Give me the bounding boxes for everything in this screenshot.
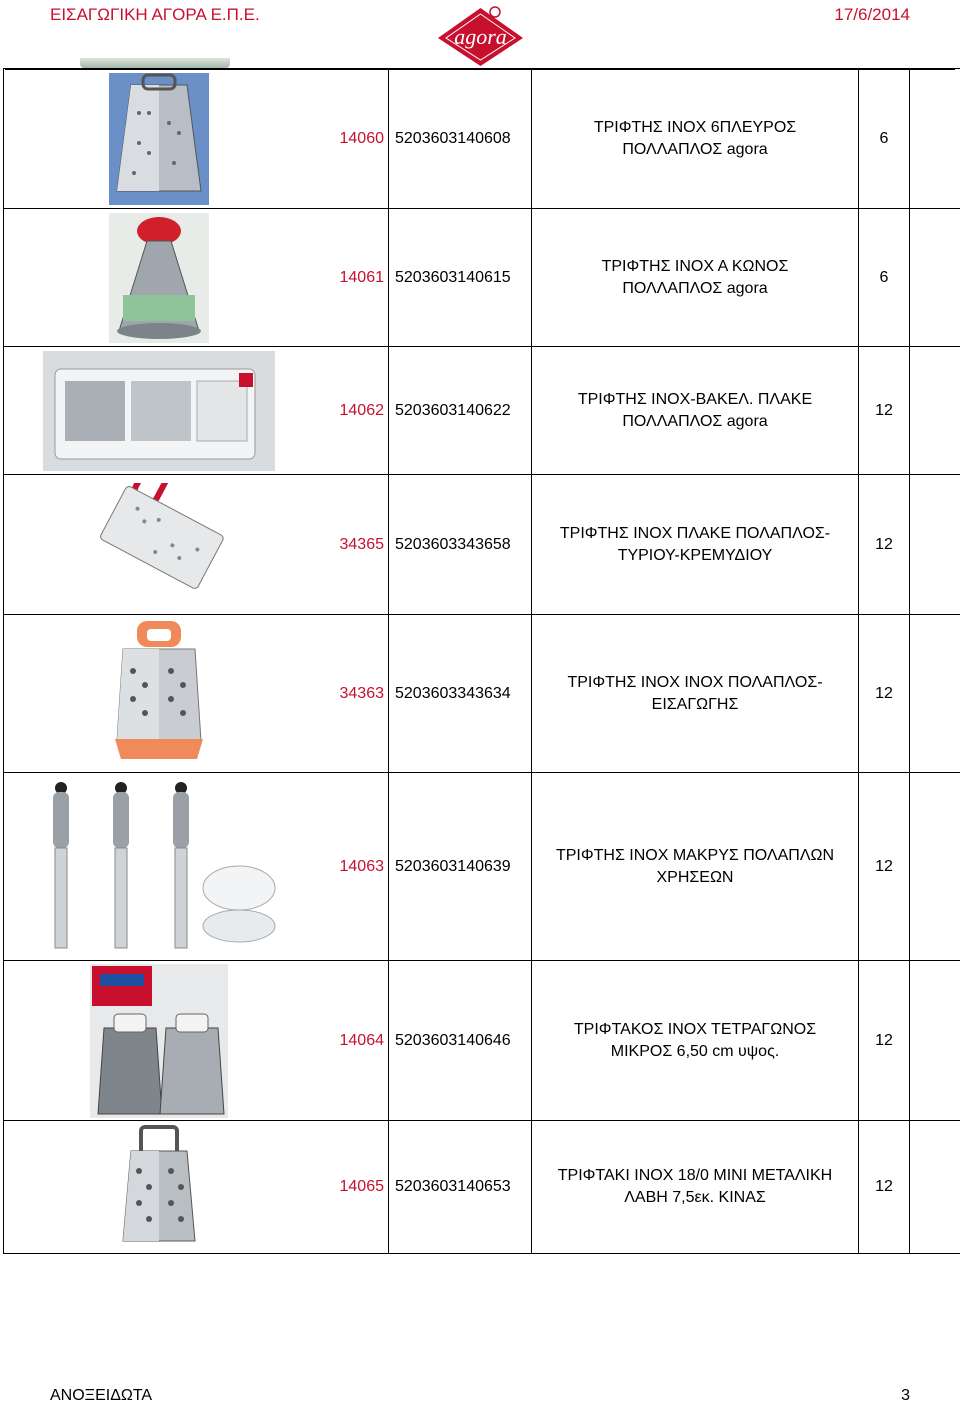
product-image-cell — [4, 209, 315, 347]
product-ean: 5203603140653 — [389, 1121, 532, 1254]
flat-grater-red-handle-image — [89, 483, 229, 607]
document-date: 17/6/2014 — [834, 5, 910, 24]
table-row — [4, 209, 960, 347]
product-description: ΤΡΙΦΤΑΚΟΣ ΙΝΟΧ ΤΕΤΡΑΓΩΝΟΣ ΜΙΚΡΟΣ 6,50 cm υψος. — [532, 961, 859, 1121]
agora-logo — [433, 0, 528, 68]
product-image-cell — [4, 615, 315, 773]
hexagonal-grater-image — [109, 73, 209, 205]
table-row — [4, 1121, 960, 1254]
table-row — [4, 961, 960, 1121]
cropped-product-image — [80, 58, 230, 68]
empty-cell — [910, 209, 960, 347]
table-row — [4, 475, 960, 615]
product-ean: 5203603140646 — [389, 961, 532, 1121]
mini-grater-image — [119, 1125, 199, 1249]
small-square-graters-image — [90, 964, 228, 1118]
product-ean: 5203603140615 — [389, 209, 532, 347]
product-quantity: 6 — [859, 209, 910, 347]
table-row — [4, 347, 960, 475]
empty-cell — [910, 961, 960, 1121]
product-quantity: 12 — [859, 615, 910, 773]
product-code: 34363 — [314, 615, 389, 773]
cone-grater-image — [109, 213, 209, 343]
product-code: 14063 — [314, 773, 389, 961]
product-image-cell — [4, 773, 315, 961]
flat-grater-package-image — [43, 351, 275, 471]
table-row — [4, 615, 960, 773]
product-code: 14060 — [314, 69, 389, 209]
company-name: ΕΙΣΑΓΩΓΙΚΗ ΑΓΟΡΑ Ε.Π.Ε. — [50, 5, 260, 24]
product-ean: 5203603343634 — [389, 615, 532, 773]
empty-cell — [910, 773, 960, 961]
empty-cell — [910, 1121, 960, 1254]
product-table — [3, 68, 960, 1254]
product-quantity: 12 — [859, 475, 910, 615]
product-ean: 5203603140639 — [389, 773, 532, 961]
product-code: 14065 — [314, 1121, 389, 1254]
product-image-cell — [4, 475, 315, 615]
product-image-cell — [4, 69, 315, 209]
product-description: ΤΡΙΦΤΗΣ ΙΝΟΧ Α ΚΩΝΟΣ ΠΟΛΛΑΠΛΟΣ agora — [532, 209, 859, 347]
long-graters-image — [39, 778, 279, 956]
product-quantity: 12 — [859, 961, 910, 1121]
product-description: ΤΡΙΦΤΗΣ ΙΝΟΧ ΠΛΑΚΕ ΠΟΛΑΠΛΟΣ- ΤΥΡΙΟΥ-ΚΡΕΜΥΔΙΟΥ — [532, 475, 859, 615]
product-ean: 5203603140622 — [389, 347, 532, 475]
product-image-cell — [4, 347, 315, 475]
table-row — [4, 69, 960, 209]
product-quantity: 12 — [859, 773, 910, 961]
empty-cell — [910, 69, 960, 209]
product-code: 14062 — [314, 347, 389, 475]
product-image-cell — [4, 961, 315, 1121]
product-description: ΤΡΙΦΤΗΣ ΙΝΟΧ-ΒΑΚΕΛ. ΠΛΑΚΕ ΠΟΛΛΑΠΛΟΣ agora — [532, 347, 859, 475]
footer-category: ΑΝΟΞΕΙΔΩΤΑ — [50, 1387, 153, 1404]
product-ean: 5203603140608 — [389, 69, 532, 209]
svg-text:agora: agora — [454, 24, 507, 49]
page-number: 3 — [901, 1387, 910, 1404]
product-quantity: 6 — [859, 69, 910, 209]
product-code: 14061 — [314, 209, 389, 347]
product-description: ΤΡΙΦΤΗΣ ΙΝΟΧ ΙΝΟΧ ΠΟΛΑΠΛΟΣ- ΕΙΣΑΓΩΓΗΣ — [532, 615, 859, 773]
empty-cell — [910, 347, 960, 475]
empty-cell — [910, 475, 960, 615]
product-quantity: 12 — [859, 1121, 910, 1254]
product-description: ΤΡΙΦΤΗΣ ΙΝΟΧ 6ΠΛΕΥΡΟΣ ΠΟΛΛΑΠΛΟΣ agora — [532, 69, 859, 209]
product-quantity: 12 — [859, 347, 910, 475]
product-code: 34365 — [314, 475, 389, 615]
product-description: ΤΡΙΦΤΑΚΙ ΙΝΟΧ 18/0 ΜΙΝΙ ΜΕΤΑΛΙΚΗ ΛΑΒΗ 7,5εκ. ΚΙΝΑΣ — [532, 1121, 859, 1254]
empty-cell — [910, 615, 960, 773]
product-description: ΤΡΙΦΤΗΣ ΙΝΟΧ ΜΑΚΡΥΣ ΠΟΛΑΠΛΩΝ ΧΡΗΣΕΩΝ — [532, 773, 859, 961]
product-ean: 5203603343658 — [389, 475, 532, 615]
table-row — [4, 773, 960, 961]
product-code: 14064 — [314, 961, 389, 1121]
box-grater-orange-image — [109, 619, 209, 769]
product-image-cell — [4, 1121, 315, 1254]
